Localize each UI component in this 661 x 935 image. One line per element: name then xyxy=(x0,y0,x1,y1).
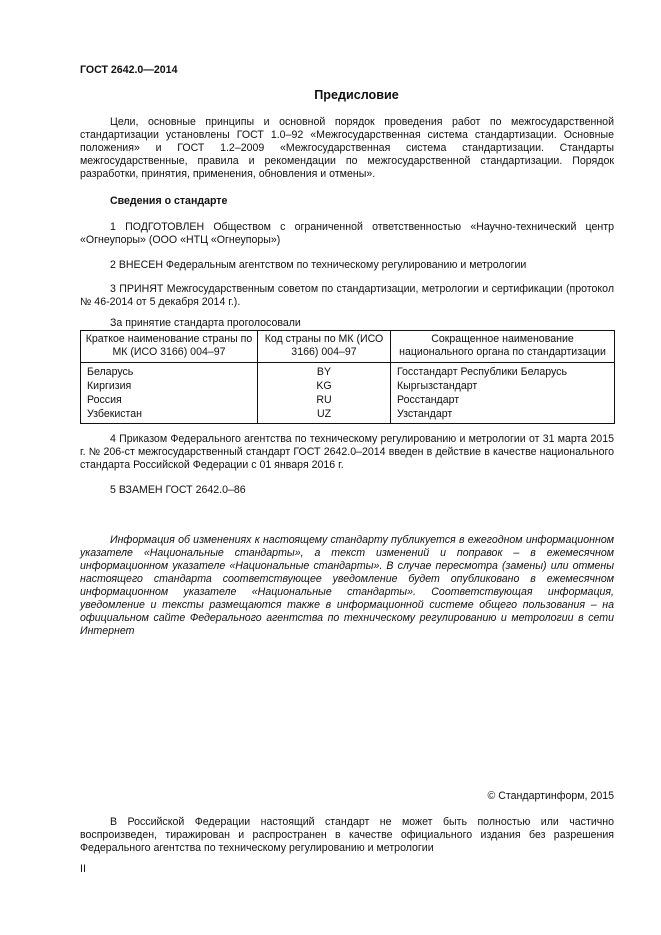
table-cell-code: BY xyxy=(258,363,391,380)
table-header-row xyxy=(81,331,615,363)
table-cell-country: Узбекистан xyxy=(81,407,258,424)
intro-paragraph: Цели, основные принципы и основной порядок проведения работ по межгосударственной стандартизации установлены ГОСТ 1.0–92 «Межгосударственная система стандартизации. Основные положения» и ГОСТ 1.2–2009 «Межгосударственная система стандартизации. Стандарты межгосударственные, правила и рекомендации по межгосударственной стандартизации. Порядок разработки, принятия, применения, обновления и отмены». xyxy=(80,116,614,180)
table-row xyxy=(81,363,615,380)
table-cell-authority: Госстандарт Республики Беларусь xyxy=(391,363,615,380)
item-4-order: 4 Приказом Федерального агентства по техническому регулированию и метрологии от 31 марта 2015 г. № 206-ст межгосударственный стандарт ГОСТ 2642.0–2014 введен в действие в качестве национального стандарта Российской Федерации с 01 января 2016 г. xyxy=(80,433,614,471)
table-header-country: Краткое наименование страны по МК (ИСО 3166) 004–97 xyxy=(81,331,258,363)
table-cell-country: Киргизия xyxy=(81,379,258,393)
table-cell-code: KG xyxy=(258,379,391,393)
item-1-prepared: 1 ПОДГОТОВЛЕН Обществом с ограниченной ответственностью «Научно-технический центр «Огнеупоры» (ООО «НТЦ «Огнеупоры») xyxy=(80,221,614,246)
table-cell-authority: Росстандарт xyxy=(391,393,615,407)
table-cell-authority: Узстандарт xyxy=(391,407,615,424)
copyright: © Стандартинформ, 2015 xyxy=(487,790,614,802)
table-cell-code: RU xyxy=(258,393,391,407)
table-cell-code: UZ xyxy=(258,407,391,424)
item-2-introduced: 2 ВНЕСЕН Федеральным агентством по техническому регулированию и метрологии xyxy=(110,259,527,271)
table-row xyxy=(81,407,615,424)
reproduction-note: В Российской Федерации настоящий стандарт не может быть полностью или частично воспроизведен, тиражирован и распространен в качестве официального издания без разрешения Федерального агентства по техническому регулированию и метрологии xyxy=(80,816,614,854)
voting-countries-table xyxy=(80,330,615,424)
vote-caption: За принятие стандарта проголосовали xyxy=(110,317,301,329)
table-cell-country: Россия xyxy=(81,393,258,407)
item-3-adopted: 3 ПРИНЯТ Межгосударственным советом по стандартизации, метрологии и сертификации (протокол № 46-2014 от 5 декабря 2014 г.). xyxy=(80,283,614,308)
info-heading: Сведения о стандарте xyxy=(110,195,228,207)
table-cell-country: Беларусь xyxy=(81,363,258,380)
page-title: Предисловие xyxy=(314,88,399,102)
changes-notice: Информация об изменениях к настоящему стандарту публикуется в ежегодном информационном указателе «Национальные стандарты», а текст изменений и поправок – в ежемесячном информационном указателе «Национальные стандарты». В случае пересмотра (замены) или отмены настоящего стандарта соответствующее уведомление будет опубликовано в ежемесячном информационном указателе «Национальные стандарты». Соответствующая информация, уведомление и тексты размещаются также в информационной системе общего пользования – на официальном сайте Федерального агентства по техническому регулированию и метрологии в сети Интернет xyxy=(80,534,614,637)
page-number: II xyxy=(80,863,86,875)
table-row xyxy=(81,379,615,393)
document-header: ГОСТ 2642.0—2014 xyxy=(80,64,178,76)
table-cell-authority: Кыргызстандарт xyxy=(391,379,615,393)
table-header-authority: Сокращенное наименование национального органа по стандартизации xyxy=(391,331,615,363)
table-header-code: Код страны по МК (ИСО 3166) 004–97 xyxy=(258,331,391,363)
table-row xyxy=(81,393,615,407)
item-5-replaces: 5 ВЗАМЕН ГОСТ 2642.0–86 xyxy=(110,484,246,496)
